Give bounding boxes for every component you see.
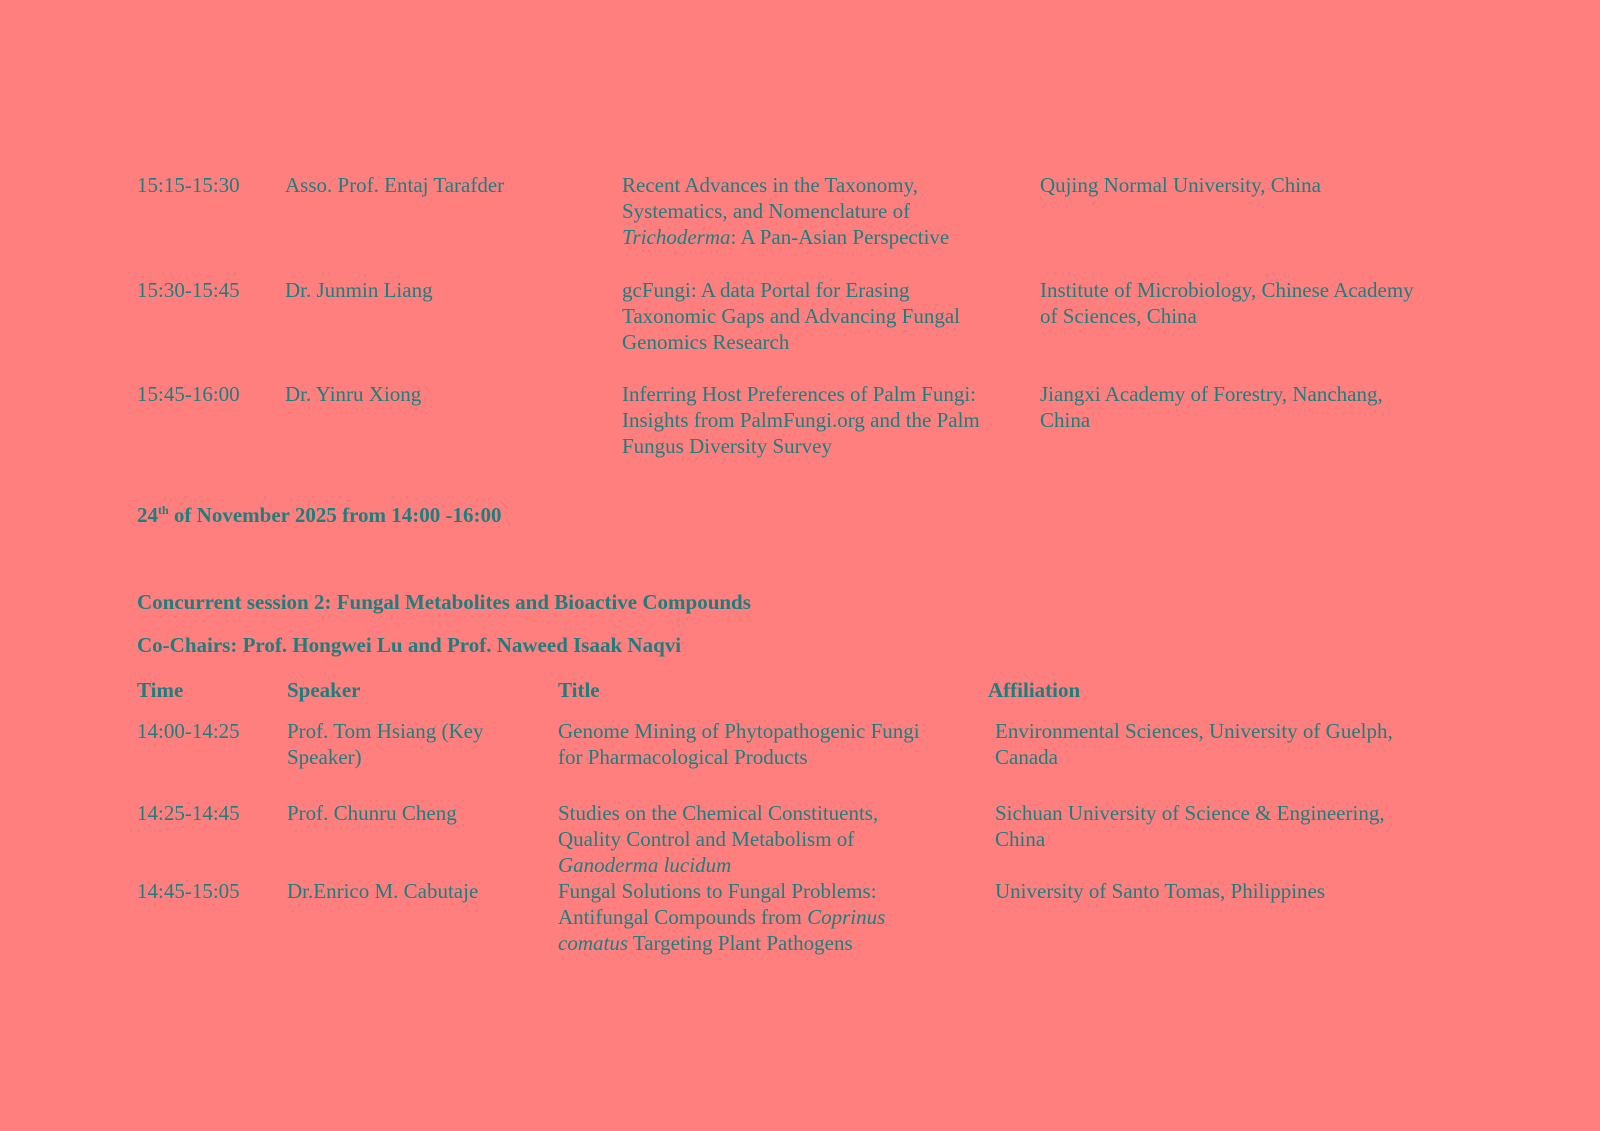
time-cell: 15:45-16:00 bbox=[137, 382, 240, 406]
title-cell: Genome Mining of Phytopathogenic Fungi for Pharmacological Products bbox=[558, 719, 920, 769]
time-cell: 14:45-15:05 bbox=[137, 879, 240, 903]
speaker-cell: Dr. Yinru Xiong bbox=[285, 382, 422, 406]
title-cell: gcFungi: A data Portal for Erasing Taxonomic Gaps and Advancing Fungal Genomics Research bbox=[622, 278, 960, 354]
affiliation-cell: University of Santo Tomas, Philippines bbox=[995, 879, 1326, 903]
speaker-cell: Prof. Chunru Cheng bbox=[287, 801, 457, 825]
time-cell: 14:25-14:45 bbox=[137, 801, 240, 825]
header-speaker: Speaker bbox=[287, 678, 361, 702]
header-time: Time bbox=[137, 678, 184, 702]
session-cochairs: Co-Chairs: Prof. Hongwei Lu and Prof. Naweed Isaak Naqvi bbox=[137, 633, 682, 657]
title-cell: Inferring Host Preferences of Palm Fungi: Insights from PalmFungi.org and the Palm Fungus Diversity Survey bbox=[622, 382, 980, 458]
title-cell: Fungal Solutions to Fungal Problems: Antifungal Compounds from Coprinus comatus Targeting Plant Pathogens bbox=[558, 879, 886, 955]
speaker-cell: Prof. Tom Hsiang (Key Speaker) bbox=[287, 719, 484, 769]
session-title: Concurrent session 2: Fungal Metabolites and Bioactive Compounds bbox=[137, 590, 751, 614]
time-cell: 14:00-14:25 bbox=[137, 719, 240, 743]
affiliation-cell: Qujing Normal University, China bbox=[1040, 173, 1321, 197]
affiliation-cell: Institute of Microbiology, Chinese Academy of Sciences, China bbox=[1040, 278, 1414, 328]
header-affiliation: Affiliation bbox=[988, 678, 1081, 702]
speaker-cell: Dr.Enrico M. Cabutaje bbox=[287, 879, 479, 903]
header-title: Title bbox=[558, 678, 600, 702]
affiliation-cell: Jiangxi Academy of Forestry, Nanchang, China bbox=[1040, 382, 1383, 432]
time-cell: 15:15-15:30 bbox=[137, 173, 240, 197]
time-cell: 15:30-15:45 bbox=[137, 278, 240, 302]
speaker-cell: Asso. Prof. Entaj Tarafder bbox=[285, 173, 505, 197]
speaker-cell: Dr. Junmin Liang bbox=[285, 278, 433, 302]
date-heading: 24th of November 2025 from 14:00 -16:00 bbox=[137, 503, 502, 527]
affiliation-cell: Environmental Sciences, University of Guelph, Canada bbox=[995, 719, 1393, 769]
title-cell: Studies on the Chemical Constituents, Quality Control and Metabolism of Ganoderma lucidum bbox=[558, 801, 879, 877]
title-cell: Recent Advances in the Taxonomy, Systematics, and Nomenclature of Trichoderma: A Pan-Asian Perspective bbox=[622, 173, 950, 249]
affiliation-cell: Sichuan University of Science & Engineering, China bbox=[995, 801, 1385, 851]
